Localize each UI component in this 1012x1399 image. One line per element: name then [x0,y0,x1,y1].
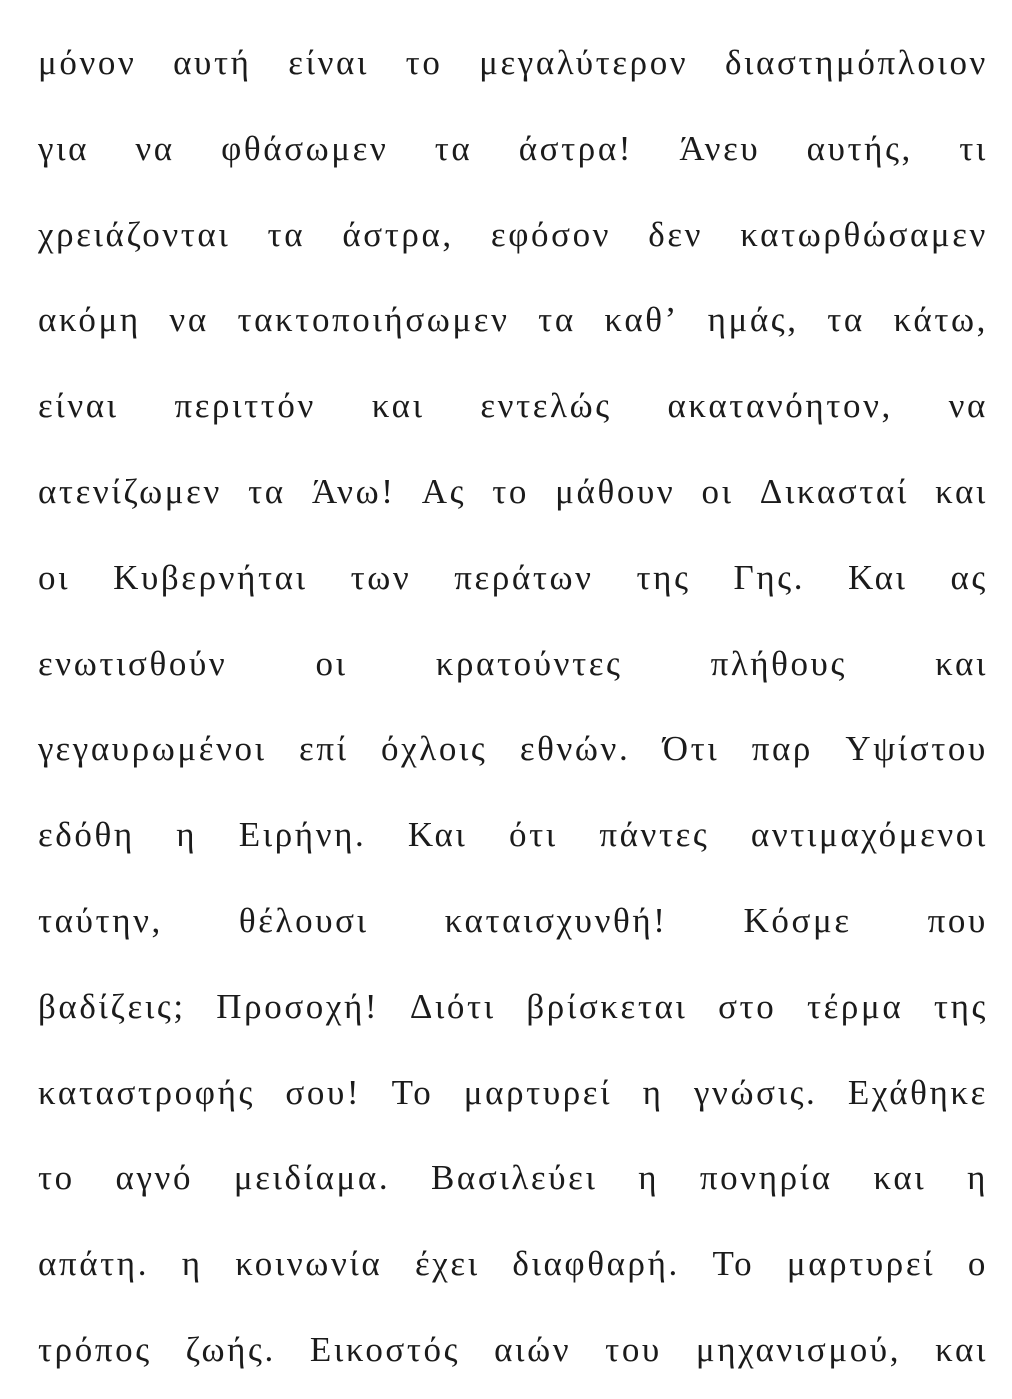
word: μηχανισμού, [695,1329,902,1369]
word: Εικοστός [309,1329,461,1369]
text-line [38,706,988,792]
word: τα [538,300,576,340]
word: βρίσκεται [526,986,688,1026]
word: μαρτυρεί [463,1072,613,1112]
word: Διότι [409,986,496,1026]
word: κοινωνία [235,1244,383,1284]
word: γνώσις. [693,1072,818,1112]
word: αντιμαχόμενοι [750,815,988,855]
word: πονηρία [699,1158,833,1198]
word: τρόπος [38,1329,152,1369]
word: τα [827,300,865,340]
word: και [935,643,988,683]
word: για [38,128,90,168]
word: εντελώς [480,386,612,426]
word: τα [267,214,306,254]
word: ας [950,557,988,597]
word: είναι [38,386,119,426]
word: μάθουν [555,471,676,511]
word: δεν [648,214,704,254]
word: ζωής. [185,1329,276,1369]
word: Γης. [733,557,806,597]
word: διαφθαρή. [512,1244,680,1284]
word: να [169,300,209,340]
word: Ειρήνη. [238,815,367,855]
text-line [38,277,988,363]
word: οι [38,557,71,597]
word: μεγαλύτερον [479,43,689,82]
text-line [38,535,988,621]
word: να [948,386,988,426]
text-line [38,192,988,278]
word: Προσοχή! [216,986,380,1026]
word: που [927,900,988,940]
word: μειδίαμα. [233,1158,391,1198]
text-line [38,449,988,535]
word: η [638,1158,660,1198]
word: αυτής, [806,128,913,168]
word: καταστροφής [38,1072,255,1112]
word: η [967,1158,988,1198]
word: το [405,43,443,82]
text-line [38,792,988,878]
word: οι [701,471,734,511]
word: ακόμη [38,300,141,340]
text-line [38,106,988,192]
word: ο [967,1244,988,1284]
text-line [38,1307,988,1393]
word: αιών [494,1329,572,1369]
word: κρατούντες [435,643,623,683]
word: εδόθη [38,815,135,855]
word: βαδίζεις; [38,986,186,1026]
word: Το [712,1244,755,1284]
word: ενωτισθούν [38,643,228,683]
word: της [933,986,988,1026]
word: έχει [414,1244,480,1284]
word: και [935,471,988,511]
word: είναι [288,43,369,82]
word: φθάσωμεν [221,128,389,168]
word: του [605,1329,662,1369]
word: των [350,557,412,597]
text-body [38,20,988,1393]
word: θέλουσι [238,900,369,940]
word: επί [299,729,349,769]
word: τα [434,128,473,168]
word: Άνευ [679,128,761,168]
text-line [38,878,988,964]
word: Βασιλεύει [430,1158,598,1198]
word: καθ’ [604,300,679,340]
text-line [38,621,988,707]
word: ακατανόητον, [667,386,893,426]
word: στο [718,986,777,1026]
word: σου! [285,1072,362,1112]
word: παρ [751,729,813,769]
word: ημάς, [707,300,799,340]
word: εθνών. [519,729,631,769]
word: ότι [508,815,558,855]
word: καταισχυνθή! [444,900,668,940]
word: Δικασταί [759,471,909,511]
word: περάτων [454,557,594,597]
word: αυτή [173,43,252,82]
text-line [38,20,988,106]
word: όχλοις [381,729,488,769]
word: το [38,1158,75,1198]
word: μόνον [38,43,137,82]
word: χρειάζονται [38,214,231,254]
word: περιττόν [174,386,316,426]
text-line [38,964,988,1050]
word: το [492,471,529,511]
word: η [181,1244,203,1284]
word: οι [315,643,348,683]
word: και [935,1329,988,1369]
word: ατενίζωμεν [38,471,222,511]
word: της [636,557,691,597]
word: τα [248,471,286,511]
word: τέρμα [806,986,904,1026]
word: Ας [421,471,467,511]
word: διαστημόπλοιον [724,43,988,82]
word: εφόσον [490,214,612,254]
word: άστρα! [518,128,634,168]
word: η [176,815,198,855]
word: τι [959,128,988,168]
word: γεγαυρωμένοι [38,729,267,769]
word: να [135,128,175,168]
word: Εχάθηκε [847,1072,988,1112]
word: Και [407,815,468,855]
word: Υψίστου [845,729,988,769]
word: Το [391,1072,434,1112]
text-line [38,1221,988,1307]
word: και [371,386,425,426]
word: κατωρθώσαμεν [740,214,988,254]
word: Κόσμε [743,900,852,940]
word: απάτη. [38,1244,150,1284]
word: τακτοποιήσωμεν [237,300,510,340]
word: Και [848,557,908,597]
word: η [642,1072,664,1112]
word: ταύτην, [38,900,163,940]
word: αγνό [115,1158,194,1198]
word: Κυβερνήται [113,557,308,597]
word: και [873,1158,927,1198]
word: πλήθους [710,643,847,683]
text-line [38,1135,988,1221]
word: μαρτυρεί [786,1244,936,1284]
word: κάτω, [893,300,988,340]
word: Άνω! [311,471,396,511]
word: Ότι [662,729,720,769]
text-line [38,1050,988,1136]
word: άστρα, [342,214,454,254]
text-line [38,363,988,449]
word: πάντες [599,815,710,855]
